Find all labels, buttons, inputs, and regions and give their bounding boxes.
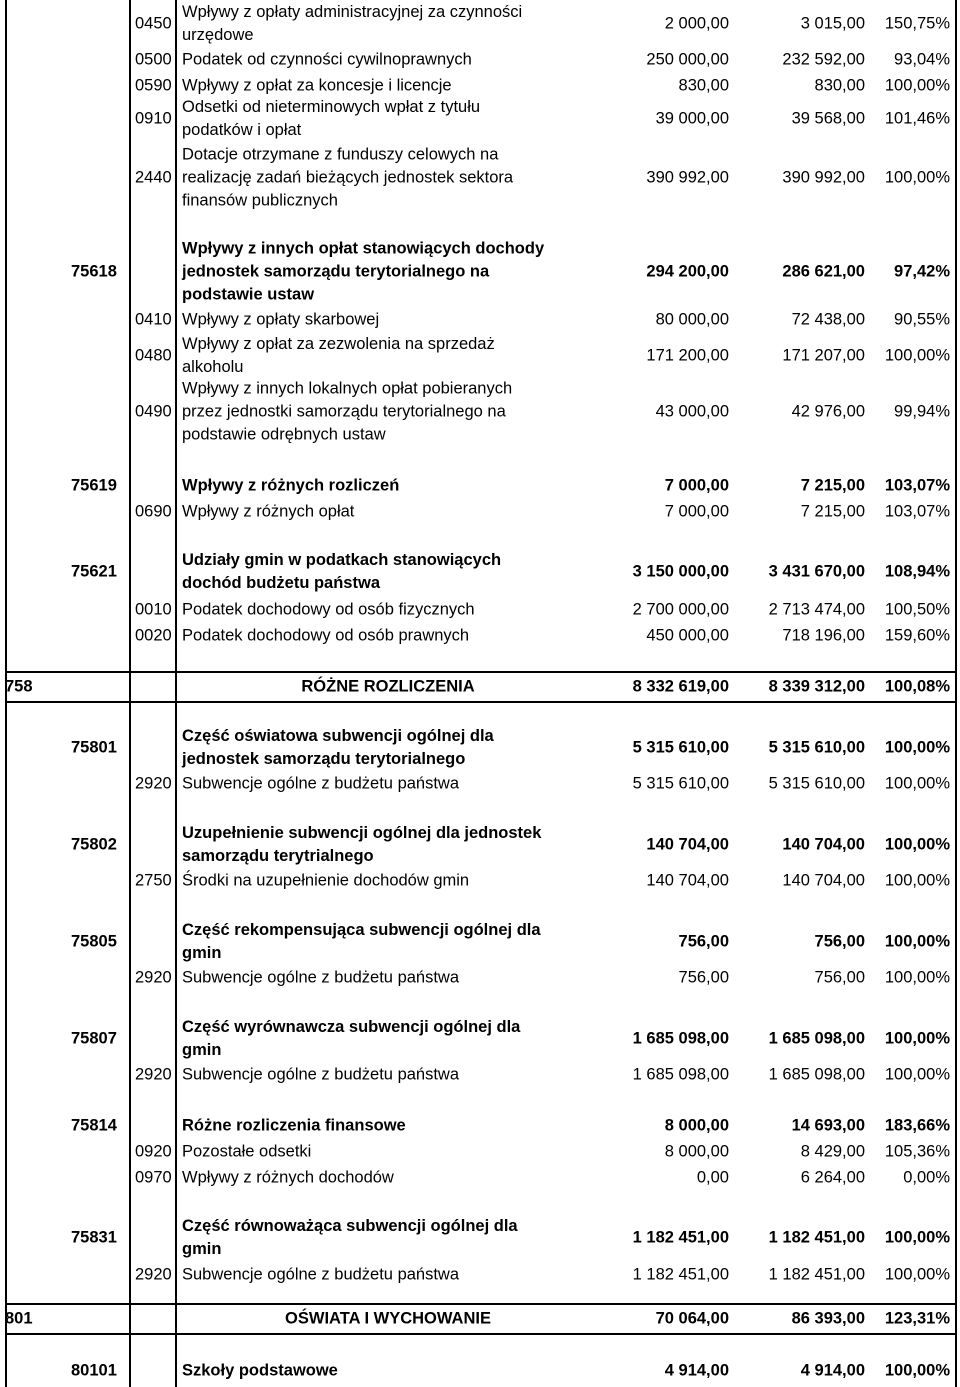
item-name xyxy=(182,725,494,771)
paragraph-row xyxy=(0,74,960,98)
executed-amount: 1 182 451,00 xyxy=(768,1228,865,1247)
planned-amount: 756,00 xyxy=(678,968,729,987)
paragraph-code: 0410 xyxy=(135,310,172,329)
executed-amount: 5 315 610,00 xyxy=(768,738,865,757)
execution-percent: 100,00% xyxy=(884,968,950,987)
execution-percent: 100,00% xyxy=(884,871,950,890)
item-name xyxy=(182,1264,459,1287)
executed-amount: 171 207,00 xyxy=(782,346,865,365)
executed-amount: 42 976,00 xyxy=(791,402,865,421)
name-line: Wpływy z różnych rozliczeń xyxy=(182,476,400,495)
name-line: gmin xyxy=(182,1240,222,1258)
planned-amount: 450 000,00 xyxy=(646,626,729,645)
planned-amount: 43 000,00 xyxy=(655,402,729,421)
chapter-code: 75831 xyxy=(71,1228,117,1247)
executed-amount: 2 713 474,00 xyxy=(768,600,865,619)
name-line: Wpływy z opłat za zezwolenia na sprzedaż xyxy=(182,335,495,353)
planned-amount: 8 332 619,00 xyxy=(632,677,729,696)
executed-amount: 286 621,00 xyxy=(782,262,865,281)
paragraph-code: 2920 xyxy=(135,968,172,987)
executed-amount: 3 431 670,00 xyxy=(768,562,865,581)
chapter-code: 75801 xyxy=(71,738,117,757)
planned-amount: 1 182 451,00 xyxy=(632,1228,729,1247)
name-line: Podatek od czynności cywilnoprawnych xyxy=(182,50,472,69)
executed-amount: 756,00 xyxy=(814,968,865,987)
executed-amount: 232 592,00 xyxy=(782,50,865,69)
chapter-row xyxy=(0,726,960,770)
planned-amount: 390 992,00 xyxy=(646,168,729,187)
name-line: Subwencje ogólne z budżetu państwa xyxy=(182,1265,460,1284)
chapter-row xyxy=(0,1017,960,1061)
execution-percent: 105,36% xyxy=(884,1142,950,1161)
planned-amount: 8 000,00 xyxy=(664,1116,729,1135)
chapter-row xyxy=(0,1114,960,1138)
chapter-row xyxy=(0,1216,960,1260)
executed-amount: 39 568,00 xyxy=(791,109,865,128)
name-line: Subwencje ogólne z budżetu państwa xyxy=(182,774,460,793)
execution-percent: 100,00% xyxy=(884,1265,950,1284)
execution-percent: 100,00% xyxy=(884,932,950,951)
paragraph-row xyxy=(0,308,960,332)
item-name xyxy=(182,238,544,307)
name-line: Podatek dochodowy od osób fizycznych xyxy=(182,600,475,619)
name-line: Podatek dochodowy od osób prawnych xyxy=(182,626,470,645)
executed-amount: 718 196,00 xyxy=(782,626,865,645)
execution-percent: 100,00% xyxy=(884,738,950,757)
section-rule xyxy=(5,1333,957,1335)
name-line: Wpływy z opłaty administracyjnej za czynności xyxy=(182,3,523,21)
name-line: podatków i opłat xyxy=(182,121,302,139)
paragraph-code: 2440 xyxy=(135,168,172,187)
planned-amount: 171 200,00 xyxy=(646,346,729,365)
executed-amount: 7 215,00 xyxy=(800,476,865,495)
planned-amount: 1 685 098,00 xyxy=(632,1029,729,1048)
item-name xyxy=(182,144,513,213)
paragraph-code: 0920 xyxy=(135,1142,172,1161)
chapter-row xyxy=(0,474,960,498)
execution-percent: 101,46% xyxy=(884,109,950,128)
paragraph-code: 0450 xyxy=(135,14,172,33)
execution-percent: 100,00% xyxy=(884,1029,950,1048)
name-line: Udziały gmin w podatkach stanowiących xyxy=(182,551,502,569)
item-name xyxy=(182,967,459,990)
chapter-row xyxy=(0,550,960,594)
execution-percent: 100,00% xyxy=(884,1228,950,1247)
chapter-row xyxy=(0,823,960,867)
planned-amount: 250 000,00 xyxy=(646,50,729,69)
paragraph-code: 2920 xyxy=(135,774,172,793)
chapter-code: 75618 xyxy=(71,262,117,281)
paragraph-code: 0490 xyxy=(135,402,172,421)
paragraph-code: 2920 xyxy=(135,1265,172,1284)
name-line: Wpływy z innych lokalnych opłat pobieranych xyxy=(182,379,513,398)
item-name xyxy=(182,1167,394,1190)
planned-amount: 39 000,00 xyxy=(655,109,729,128)
execution-percent: 100,00% xyxy=(884,346,950,365)
name-line: Część równoważąca subwencji ogólnej dla xyxy=(182,1217,518,1235)
execution-percent: 103,07% xyxy=(884,476,950,495)
executed-amount: 1 685 098,00 xyxy=(768,1029,865,1048)
execution-percent: 93,04% xyxy=(894,50,950,69)
item-name xyxy=(182,1115,406,1138)
paragraph-code: 0970 xyxy=(135,1168,172,1187)
planned-amount: 1 182 451,00 xyxy=(632,1265,729,1284)
name-line: Wpływy z opłat za koncesje i licencje xyxy=(182,76,452,95)
execution-percent: 183,66% xyxy=(884,1116,950,1135)
executed-amount: 72 438,00 xyxy=(791,310,865,329)
executed-amount: 86 393,00 xyxy=(791,1309,865,1328)
paragraph-row xyxy=(0,1063,960,1087)
planned-amount: 4 914,00 xyxy=(664,1361,729,1380)
chapter-code: 80101 xyxy=(71,1361,117,1380)
execution-percent: 150,75% xyxy=(884,14,950,33)
chapter-code: 75805 xyxy=(71,932,117,951)
executed-amount: 8 339 312,00 xyxy=(768,677,865,696)
paragraph-row xyxy=(0,1,960,47)
paragraph-row xyxy=(0,598,960,622)
name-line: Dotacje otrzymane z funduszy celowych na xyxy=(182,145,499,164)
paragraph-row xyxy=(0,1140,960,1164)
executed-amount: 390 992,00 xyxy=(782,168,865,187)
paragraph-row xyxy=(0,966,960,990)
chapter-row xyxy=(0,1359,960,1383)
planned-amount: 294 200,00 xyxy=(646,262,729,281)
chapter-code: 75802 xyxy=(71,835,117,854)
name-line: alkoholu xyxy=(182,358,244,376)
planned-amount: 7 000,00 xyxy=(664,476,729,495)
paragraph-row xyxy=(0,97,960,141)
name-line: Część wyrównawcza subwencji ogólnej dla xyxy=(182,1018,521,1036)
name-line: Subwencje ogólne z budżetu państwa xyxy=(182,968,460,987)
paragraph-row xyxy=(0,334,960,378)
name-line: OŚWIATA I WYCHOWANIE xyxy=(285,1309,491,1328)
name-line: Uzupełnienie subwencji ogólnej dla jednostek xyxy=(182,824,542,842)
execution-percent: 100,00% xyxy=(884,1361,950,1380)
item-name xyxy=(182,475,399,498)
name-line: Wpływy z opłaty skarbowej xyxy=(182,310,380,329)
planned-amount: 8 000,00 xyxy=(664,1142,729,1161)
planned-amount: 2 700 000,00 xyxy=(632,600,729,619)
execution-percent: 103,07% xyxy=(884,502,950,521)
executed-amount: 6 264,00 xyxy=(800,1168,865,1187)
chapter-row xyxy=(0,237,960,307)
name-line: jednostek samorządu terytorialnego na xyxy=(182,262,490,281)
name-line: Pozostałe odsetki xyxy=(182,1142,312,1161)
execution-percent: 100,00% xyxy=(884,1065,950,1084)
paragraph-row xyxy=(0,377,960,447)
item-name xyxy=(182,1,522,47)
name-line: gmin xyxy=(182,944,222,962)
paragraph-code: 0590 xyxy=(135,76,172,95)
executed-amount: 3 015,00 xyxy=(800,14,865,33)
execution-percent: 0,00% xyxy=(903,1168,950,1187)
execution-percent: 99,94% xyxy=(894,402,950,421)
paragraph-row xyxy=(0,1263,960,1287)
paragraph-row xyxy=(0,143,960,213)
planned-amount: 140 704,00 xyxy=(646,871,729,890)
section-rule xyxy=(5,671,957,673)
name-line: Odsetki od nieterminowych wpłat z tytułu xyxy=(182,98,481,116)
execution-percent: 100,00% xyxy=(884,76,950,95)
paragraph-code: 0480 xyxy=(135,346,172,365)
executed-amount: 756,00 xyxy=(814,932,865,951)
item-name xyxy=(182,333,495,379)
item-name xyxy=(182,1360,338,1383)
planned-amount: 830,00 xyxy=(678,76,729,95)
name-line: samorządu terytrialnego xyxy=(182,847,374,865)
planned-amount: 140 704,00 xyxy=(646,835,729,854)
paragraph-row xyxy=(0,624,960,648)
executed-amount: 140 704,00 xyxy=(782,835,865,854)
item-name xyxy=(182,1016,520,1062)
section-code: 758 xyxy=(5,677,33,696)
name-line: dochód budżetu państwa xyxy=(182,574,380,592)
section-row xyxy=(0,675,960,699)
name-line: Środki na uzupełnienie dochodów gmin xyxy=(182,871,470,890)
chapter-code: 75807 xyxy=(71,1029,117,1048)
name-line: podstawie ustaw xyxy=(182,285,315,304)
planned-amount: 5 315 610,00 xyxy=(632,774,729,793)
execution-percent: 108,94% xyxy=(884,562,950,581)
paragraph-code: 2750 xyxy=(135,871,172,890)
paragraph-row xyxy=(0,1166,960,1190)
executed-amount: 1 685 098,00 xyxy=(768,1065,865,1084)
execution-percent: 100,00% xyxy=(884,774,950,793)
section-row xyxy=(0,1307,960,1331)
execution-percent: 100,00% xyxy=(884,168,950,187)
item-name xyxy=(182,1064,459,1087)
paragraph-row xyxy=(0,48,960,72)
paragraph-code: 0020 xyxy=(135,626,172,645)
chapter-code: 75621 xyxy=(71,562,117,581)
name-line: Różne rozliczenia finansowe xyxy=(182,1116,406,1135)
item-name xyxy=(182,599,475,622)
name-line: Szkoły podstawowe xyxy=(182,1361,338,1380)
name-line: przez jednostki samorządu terytorialnego na xyxy=(182,402,506,421)
chapter-row xyxy=(0,920,960,964)
executed-amount: 4 914,00 xyxy=(800,1361,865,1380)
paragraph-row xyxy=(0,772,960,796)
item-name xyxy=(182,309,379,332)
execution-percent: 100,50% xyxy=(884,600,950,619)
paragraph-row xyxy=(0,500,960,524)
name-line: realizację zadań bieżących jednostek sektora xyxy=(182,168,514,187)
name-line: Wpływy z różnych dochodów xyxy=(182,1168,394,1187)
executed-amount: 14 693,00 xyxy=(791,1116,865,1135)
name-line: urzędowe xyxy=(182,26,254,44)
chapter-code: 75814 xyxy=(71,1116,117,1135)
executed-amount: 8 429,00 xyxy=(800,1142,865,1161)
section-code: 801 xyxy=(5,1309,33,1328)
item-name xyxy=(182,378,512,447)
name-line: Część oświatowa subwencji ogólnej dla xyxy=(182,727,494,745)
planned-amount: 70 064,00 xyxy=(655,1309,729,1328)
name-line: RÓŻNE ROZLICZENIA xyxy=(301,677,475,696)
name-line: gmin xyxy=(182,1041,222,1059)
paragraph-code: 2920 xyxy=(135,1065,172,1084)
execution-percent: 90,55% xyxy=(894,310,950,329)
paragraph-code: 0690 xyxy=(135,502,172,521)
paragraph-code: 0910 xyxy=(135,109,172,128)
item-name xyxy=(182,625,469,648)
execution-percent: 97,42% xyxy=(894,262,950,281)
planned-amount: 756,00 xyxy=(678,932,729,951)
planned-amount: 3 150 000,00 xyxy=(632,562,729,581)
executed-amount: 1 182 451,00 xyxy=(768,1265,865,1284)
executed-amount: 830,00 xyxy=(814,76,865,95)
paragraph-code: 0010 xyxy=(135,600,172,619)
name-line: Subwencje ogólne z budżetu państwa xyxy=(182,1065,460,1084)
name-line: podstawie odrębnych ustaw xyxy=(182,425,386,444)
item-name xyxy=(182,773,459,796)
planned-amount: 1 685 098,00 xyxy=(632,1065,729,1084)
item-name xyxy=(182,1141,311,1164)
item-name xyxy=(182,96,480,142)
name-line: finansów publicznych xyxy=(182,191,338,210)
planned-amount: 80 000,00 xyxy=(655,310,729,329)
executed-amount: 5 315 610,00 xyxy=(768,774,865,793)
item-name xyxy=(182,919,541,965)
chapter-code: 75619 xyxy=(71,476,117,495)
paragraph-code: 0500 xyxy=(135,50,172,69)
planned-amount: 0,00 xyxy=(696,1168,729,1187)
planned-amount: 7 000,00 xyxy=(664,502,729,521)
executed-amount: 140 704,00 xyxy=(782,871,865,890)
executed-amount: 7 215,00 xyxy=(800,502,865,521)
item-name xyxy=(182,1215,518,1261)
planned-amount: 2 000,00 xyxy=(664,14,729,33)
name-line: Wpływy z różnych opłat xyxy=(182,502,355,521)
planned-amount: 5 315 610,00 xyxy=(632,738,729,757)
execution-percent: 123,31% xyxy=(884,1309,950,1328)
item-name xyxy=(182,501,354,524)
section-name xyxy=(182,676,594,699)
name-line: Część rekompensująca subwencji ogólnej dla xyxy=(182,921,541,939)
name-line: jednostek samorządu terytorialnego xyxy=(182,750,466,768)
name-line: Wpływy z innych opłat stanowiących dochody xyxy=(182,239,545,258)
execution-percent: 100,00% xyxy=(884,835,950,854)
item-name xyxy=(182,549,501,595)
section-rule xyxy=(5,701,957,703)
section-name xyxy=(182,1308,594,1331)
execution-percent: 100,08% xyxy=(884,677,950,696)
item-name xyxy=(182,75,452,98)
section-rule xyxy=(5,1303,957,1305)
item-name xyxy=(182,870,469,893)
item-name xyxy=(182,822,541,868)
paragraph-row xyxy=(0,869,960,893)
item-name xyxy=(182,49,472,72)
execution-percent: 159,60% xyxy=(884,626,950,645)
